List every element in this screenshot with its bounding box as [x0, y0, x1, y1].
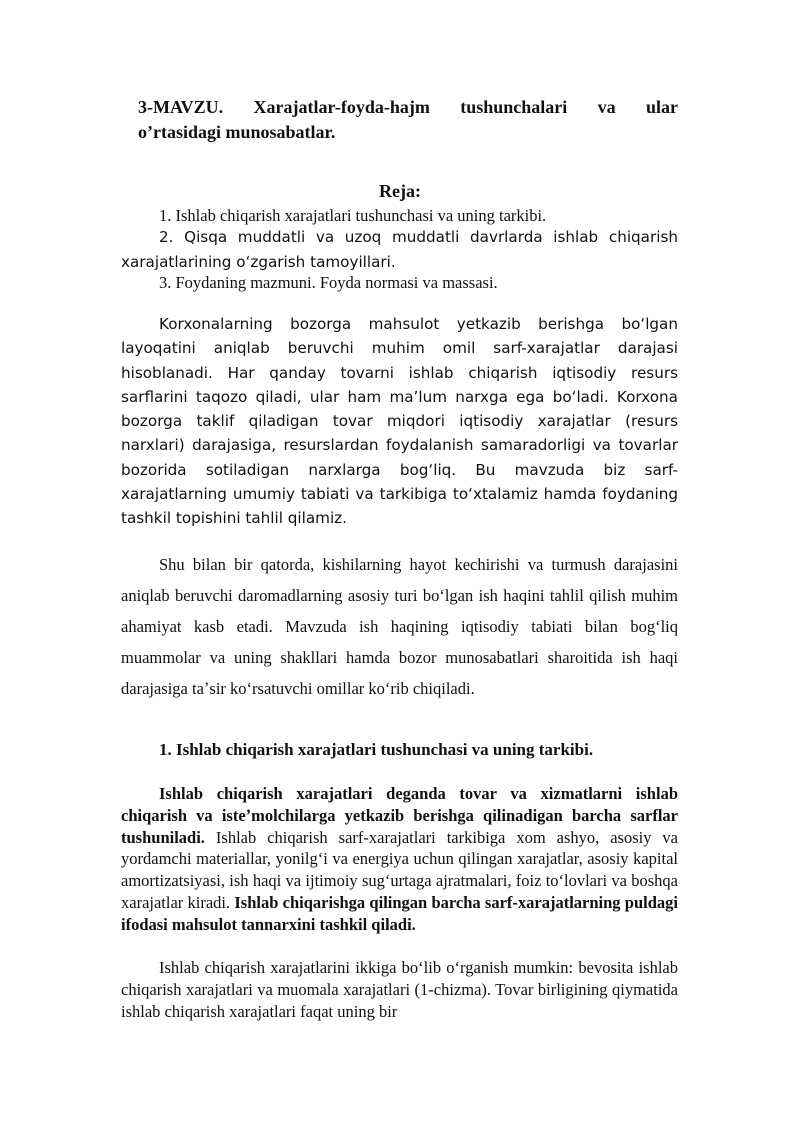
plan-item-3: 3. Foydaning mazmuni. Foyda normasi va massasi.: [159, 273, 498, 292]
definition-bold-text: Ishlab chiqarish xarajatlari deganda tovar va xizmatlarni ishlab chiqarish va isteʼmolchilarga yetkazib berishga qilinadigan barcha sarflar tushuniladi.: [121, 784, 678, 847]
section-heading: 1. Ishlab chiqarish xarajatlari tushunchasi va uning tarkibi.: [159, 740, 594, 759]
intro-paragraph-2: Shu bilan bir qatorda, kishilarning hayot kechirishi va turmush darajasini aniqlab beruvchi daromadlarning asosiy turi boʻlgan ish haqini tahlil qilish muhim ahamiyat kasb etadi. Mavzuda ish haqining iqtisodiy tabiati bilan bogʻliq muammolar va uning shakllari hamda bozor munosabatlari sharoitida ish haqi darajasiga taʼsir koʻrsatuvchi omillar koʻrib chiqiladi.: [121, 555, 678, 698]
cost-price-bold-text: Ishlab chiqarishga qilingan barcha sarf-xarajatlarning puldagi ifodasi mahsulot tannarxini tashkil qiladi.: [121, 892, 678, 934]
title-line-1: 3-MAVZU. Xarajatlar-foyda-hajm tushunchalari va ular: [138, 97, 678, 117]
plan-heading: Reja:: [379, 181, 421, 201]
page-title: [138, 95, 678, 145]
plan-item-1: 1. Ishlab chiqarish xarajatlari tushunchasi va uning tarkibi.: [159, 206, 547, 225]
section-paragraph-1: [121, 783, 678, 936]
title-line-2: o’rtasidagi munosabatlar.: [138, 122, 336, 142]
intro-paragraph-1: Korxonalarning bozorga mahsulot yetkazib berishga boʻlgan layoqatini aniqlab beruvchi muhim omil sarf-xarajatlar darajasi hisoblanadi. Har qanday tovarni ishlab chiqarish iqtisodiy resurs sarflarini taqozo qiladi, ular ham maʼlum narxga ega boʻladi. Korxona bozorga taklif qiladigan tovar miqdori iqtisodiy xarajatlar (resurs narxlari) darajasiga, resurslardan foydalanish samaradorligi va tovarlar bozorida sotiladigan narxlarga bogʻliq. Bu mavzuda biz sarf-xarajatlarning umumiy tabiati va tarkibiga toʻxtalamiz hamda foydaning tashkil topishini tahlil qilamiz.: [121, 315, 678, 528]
definition-body-text: Ishlab chiqarish sarf-xarajatlari tarkibiga xom ashyo, asosiy va yordamchi materiallar, yonilgʻi va energiya uchun qilingan xarajatlar, asosiy kapital amortizatsiyasi, ish haqi va ijtimoiy sugʻurtaga ajratmalari, foiz toʻlovlari va boshqa xarajatlar kiradi.: [121, 827, 678, 912]
section-paragraph-2: Ishlab chiqarish xarajatlarini ikkiga boʻlib oʻrganish mumkin: bevosita ishlab chiqarish xarajatlari va muomala xarajatlari (1-chizma). Tovar birligining qiymatida ishlab chiqarish xarajatlari faqat uning bir: [121, 958, 678, 1021]
plan-item-2: 2. Qisqa muddatli va uzoq muddatli davrlarda ishlab chiqarish xarajatlarining oʻzgarish tamoyillari.: [121, 228, 678, 271]
